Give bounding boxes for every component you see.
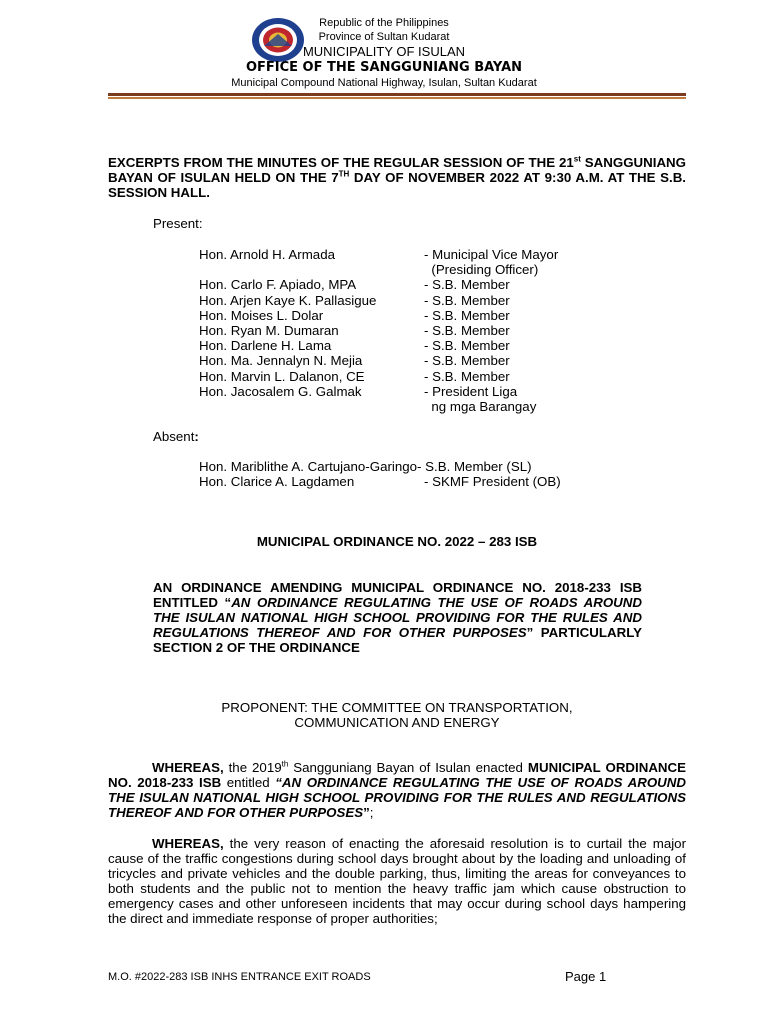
present-member-name: Hon. Moises L. Dolar xyxy=(199,307,324,323)
present-member-role: - S.B. Member xyxy=(424,323,510,338)
proponent-line-2: COMMUNICATION AND ENERGY xyxy=(294,715,500,730)
footer-page-number: Page 1 xyxy=(565,969,607,984)
present-member-role: - S.B. Member xyxy=(424,368,510,384)
header-office: OFFICE OF THE SANGGUNIANG BAYAN xyxy=(245,60,523,75)
header-address: Municipal Compound National Highway, Isulan, Sultan Kudarat xyxy=(231,77,537,89)
header-municipality: MUNICIPALITY OF ISULAN xyxy=(302,44,466,59)
present-member-role: - S.B. Member xyxy=(424,307,510,323)
present-member-name: Hon. Arjen Kaye K. Pallasigue xyxy=(199,292,377,308)
present-member-name: Hon. Darlene H. Lama xyxy=(199,338,332,354)
ordinance-number: MUNICIPAL ORDINANCE NO. 2022 – 283 ISB xyxy=(256,534,538,549)
present-member-role: - S.B. Member xyxy=(424,338,510,354)
present-member-role: - S.B. Member xyxy=(424,292,510,308)
footer-reference: M.O. #2022-283 ISB INHS ENTRANCE EXIT ROADS xyxy=(108,971,371,983)
present-member-role: - President Liga xyxy=(424,383,518,399)
present-member-role: - Municipal Vice Mayor xyxy=(424,247,559,262)
header-republic: Republic of the Philippines xyxy=(319,17,449,29)
present-member-name: Hon. Marvin L. Dalanon, CE xyxy=(199,368,365,384)
present-member-name: Hon. Arnold H. Armada xyxy=(199,247,335,262)
present-member-name: Hon. Ryan M. Dumaran xyxy=(199,323,339,338)
present-member-name: Hon. Jacosalem G. Galmak xyxy=(199,383,362,399)
present-member-role: - S.B. Member xyxy=(424,277,510,293)
header-province: Province of Sultan Kudarat xyxy=(318,31,450,43)
absent-member-role: - SKMF President (OB) xyxy=(424,474,561,489)
absent-member-name: Hon. Clarice A. Lagdamen xyxy=(199,474,355,489)
present-member-role: (Presiding Officer) xyxy=(424,262,539,278)
present-member-role: ng mga Barangay xyxy=(424,399,537,414)
proponent-line-1: PROPONENT: THE COMMITTEE ON TRANSPORTATION, xyxy=(221,700,573,715)
absent-label: Absent: xyxy=(153,429,199,444)
header-rule-dark xyxy=(108,93,686,96)
present-member-role: - S.B. Member xyxy=(424,353,510,369)
minutes-title: EXCERPTS FROM THE MINUTES OF THE REGULAR SESSION OF THE 21st SANGGUNIANG BAYAN OF ISULAN HELD ON THE 7TH DAY OF NOVEMBER 2022 AT 9:30 A.M. AT THE S.B. SESSION HALL. xyxy=(108,154,686,200)
present-member-name: Hon. Carlo F. Apiado, MPA xyxy=(199,277,357,293)
present-member-name: Hon. Ma. Jennalyn N. Mejia xyxy=(199,353,363,369)
whereas-paragraph-1: WHEREAS, the 2019th Sangguniang Bayan of Isulan enacted MUNICIPAL ORDINANCE NO. 2018-233 ISB entitled “AN ORDINANCE REGULATING THE USE OF ROADS AROUND THE ISULAN NATIONAL HIGH SCHOOL PROVIDING FOR THE RULES AND REGULATIONS THEREOF AND FOR OTHER PURPOSES”; xyxy=(108,759,687,820)
header-rule-light xyxy=(108,97,686,99)
absent-member-row: Hon. Mariblithe A. Cartujano-Garingo- S.B. Member (SL) xyxy=(199,459,532,474)
ordinance-title: AN ORDINANCE AMENDING MUNICIPAL ORDINANCE NO. 2018-233 ISB ENTITLED “AN ORDINANCE REGULATING THE USE OF ROADS AROUND THE ISULAN NATIONAL HIGH SCHOOL PROVIDING FOR THE RULES AND REGULATIONS THEREOF AND FOR OTHER PURPOSES” PARTICULARLY SECTION 2 OF THE ORDINANCE xyxy=(153,580,642,655)
whereas-paragraph-2: WHEREAS, the very reason of enacting the aforesaid resolution is to curtail the major cause of the traffic congestions during school days brought about by the loading and unloading of tricycles and private vehicles and the double parking, thus, limiting the areas for conveyances to both students and the public not to mention the heavy traffic jam which cause obstruction to emergency cases and other unforeseen incidents that may occur during school days hampering the direct and immediate response of proper authorities; xyxy=(108,836,686,926)
present-label: Present: xyxy=(153,216,203,231)
